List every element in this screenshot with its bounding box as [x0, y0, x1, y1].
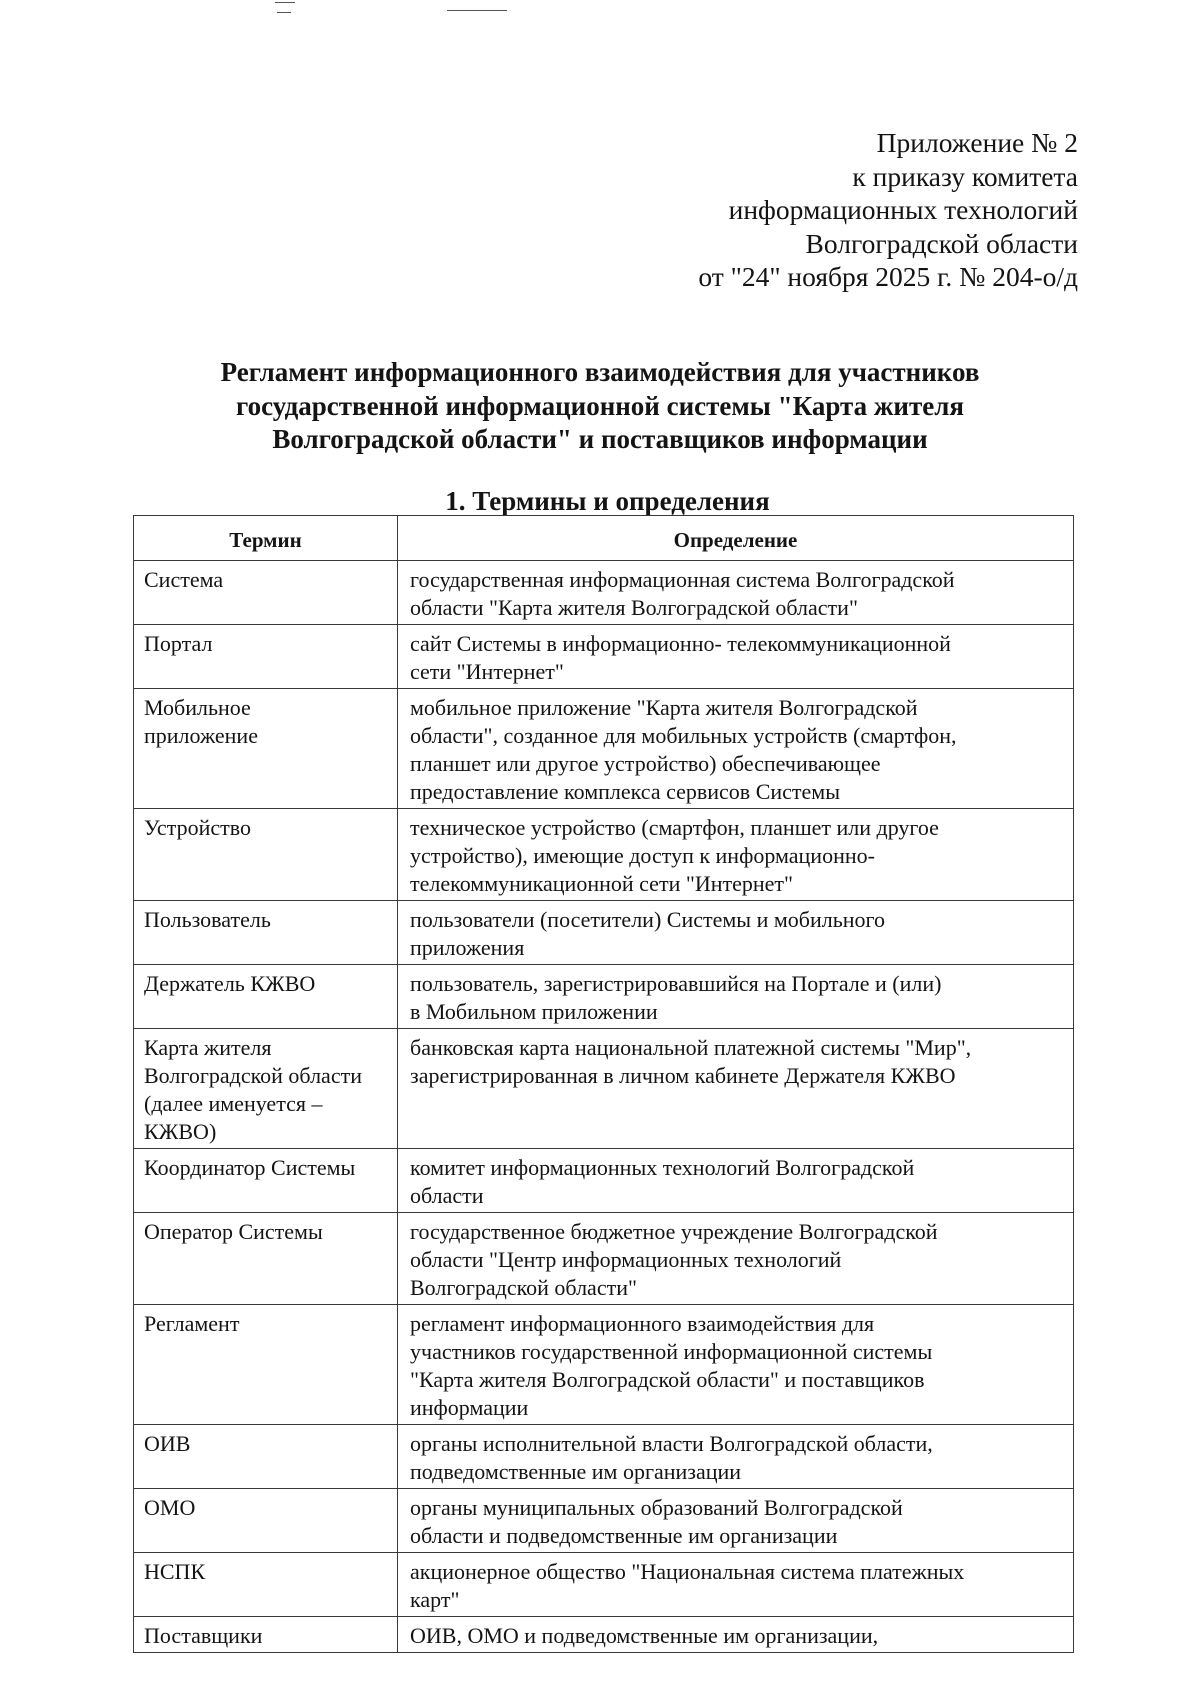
definition-cell	[398, 1213, 1074, 1305]
appendix-line: Приложение № 2	[876, 127, 1078, 158]
document-title	[0, 356, 1200, 457]
term-cell	[134, 809, 398, 901]
scan-artifact-line	[275, 2, 295, 3]
term-line: Карта жителя	[144, 1035, 272, 1060]
definition-line: Волгоградской области"	[410, 1275, 637, 1300]
term-cell	[134, 901, 398, 965]
terms-table	[133, 515, 1074, 1653]
header-definition: Определение	[398, 516, 1074, 561]
term-line: Волгоградской области	[144, 1063, 362, 1088]
definition-cell	[398, 1553, 1074, 1617]
definition-line: мобильное приложение "Карта жителя Волгоградской	[410, 695, 918, 720]
table-row	[134, 1149, 1074, 1213]
scan-artifact-line	[447, 10, 507, 11]
definition-line: акционерное общество "Национальная система платежных	[410, 1559, 965, 1584]
definition-line: сети "Интернет"	[410, 659, 564, 684]
title-line: Волгоградской области" и поставщиков информации	[272, 424, 928, 454]
table-row	[134, 1305, 1074, 1425]
definition-line: пользователь, зарегистрировавшийся на Портале и (или)	[410, 971, 942, 996]
term-cell	[134, 1617, 398, 1653]
table-row	[134, 1425, 1074, 1489]
term-cell	[134, 625, 398, 689]
term-line: Держатель КЖВО	[144, 971, 316, 996]
definition-cell	[398, 1149, 1074, 1213]
term-line: Устройство	[144, 815, 251, 840]
terms-table-body	[134, 561, 1074, 1653]
definition-line: органы исполнительной власти Волгоградской области,	[410, 1431, 933, 1456]
definition-line: планшет или другое устройство) обеспечивающее	[410, 751, 881, 776]
term-line: (далее именуется –	[144, 1091, 323, 1116]
table-row	[134, 689, 1074, 809]
term-cell	[134, 1029, 398, 1149]
definition-line: "Карта жителя Волгоградской области" и поставщиков	[410, 1367, 925, 1392]
term-cell	[134, 965, 398, 1029]
table-row	[134, 561, 1074, 625]
definition-line: устройство), имеющие доступ к информационно-	[410, 843, 875, 868]
term-cell	[134, 1425, 398, 1489]
term-line: Координатор Системы	[144, 1155, 356, 1180]
definition-line: техническое устройство (смартфон, планшет или другое	[410, 815, 939, 840]
title-line: государственной информационной системы "Карта жителя	[236, 390, 964, 421]
term-line: Портал	[144, 631, 213, 656]
table-row	[134, 1489, 1074, 1553]
term-line: Мобильное	[144, 695, 251, 720]
definition-line: области", созданное для мобильных устройств (смартфон,	[410, 723, 957, 748]
definition-line: телекоммуникационной сети "Интернет"	[410, 871, 793, 896]
table-row	[134, 965, 1074, 1029]
definition-cell	[398, 1617, 1074, 1653]
header-term: Термин	[134, 516, 398, 561]
table-row	[134, 625, 1074, 689]
definition-line: области "Карта жителя Волгоградской области"	[410, 595, 858, 620]
table-header-row	[134, 516, 1074, 561]
definition-line: подведомственные им организации	[410, 1459, 742, 1484]
definition-line: сайт Системы в информационно- телекоммуникационной	[410, 631, 951, 656]
table-row	[134, 1553, 1074, 1617]
definition-line: участников государственной информационной системы	[410, 1339, 933, 1364]
term-line: Поставщики	[144, 1623, 263, 1648]
definition-cell	[398, 809, 1074, 901]
definition-cell	[398, 561, 1074, 625]
definition-line: приложения	[410, 935, 525, 960]
definition-line: государственное бюджетное учреждение Волгоградской	[410, 1219, 938, 1244]
table-row	[134, 1617, 1074, 1653]
term-line: ОИВ	[144, 1431, 191, 1456]
definition-cell	[398, 1029, 1074, 1149]
table-row	[134, 809, 1074, 901]
term-cell	[134, 1489, 398, 1553]
definition-cell	[398, 965, 1074, 1029]
term-cell	[134, 1305, 398, 1425]
definition-line: комитет информационных технологий Волгоградской	[410, 1155, 915, 1180]
term-cell	[134, 689, 398, 809]
term-line: Оператор Системы	[144, 1219, 323, 1244]
scan-artifacts	[0, 0, 1200, 20]
term-line: НСПК	[144, 1559, 206, 1584]
table-row	[134, 1029, 1074, 1149]
scan-artifact-line	[277, 12, 291, 13]
definition-line: банковская карта национальной платежной системы "Мир",	[410, 1035, 972, 1060]
section-heading: 1. Термины и определения	[445, 486, 770, 516]
definition-cell	[398, 1425, 1074, 1489]
appendix-line: к приказу комитета	[852, 160, 1078, 192]
definition-line: области и подведомственные им организации	[410, 1523, 838, 1548]
definition-line: пользователи (посетители) Системы и мобильного	[410, 907, 885, 932]
term-line: Система	[144, 567, 224, 592]
definition-cell	[398, 1489, 1074, 1553]
definition-line: в Мобильном приложении	[410, 999, 658, 1024]
appendix-line: Волгоградской области	[805, 227, 1078, 259]
table-row	[134, 901, 1074, 965]
definition-line: ОИВ, ОМО и подведомственные им организации,	[410, 1623, 879, 1648]
definition-cell	[398, 625, 1074, 689]
appendix-header	[698, 126, 1078, 294]
table-row	[134, 1213, 1074, 1305]
definition-cell	[398, 689, 1074, 809]
definition-line: зарегистрированная в личном кабинете Держателя КЖВО	[410, 1063, 956, 1088]
term-line: Регламент	[144, 1311, 240, 1336]
term-line: КЖВО)	[144, 1119, 217, 1144]
definition-line: предоставление комплекса сервисов Системы	[410, 779, 840, 804]
definition-line: области	[410, 1183, 484, 1208]
term-line: Пользователь	[144, 907, 271, 932]
term-line: приложение	[144, 723, 258, 748]
definition-line: государственная информационная система Волгоградской	[410, 567, 955, 592]
definition-line: органы муниципальных образований Волгоградской	[410, 1495, 903, 1520]
term-cell	[134, 1149, 398, 1213]
term-cell	[134, 561, 398, 625]
appendix-line: информационных технологий	[728, 194, 1078, 225]
definition-cell	[398, 1305, 1074, 1425]
definition-line: регламент информационного взаимодействия для	[410, 1311, 875, 1336]
title-line: Регламент информационного взаимодействия для участников	[220, 357, 980, 387]
term-line: ОМО	[144, 1495, 196, 1520]
term-cell	[134, 1553, 398, 1617]
definition-line: области "Центр информационных технологий	[410, 1247, 842, 1272]
definition-line: информации	[410, 1395, 529, 1420]
definition-line: карт"	[410, 1587, 460, 1612]
appendix-line: от "24" ноября 2025 г. № 204-о/д	[698, 261, 1078, 292]
definition-cell	[398, 901, 1074, 965]
term-cell	[134, 1213, 398, 1305]
